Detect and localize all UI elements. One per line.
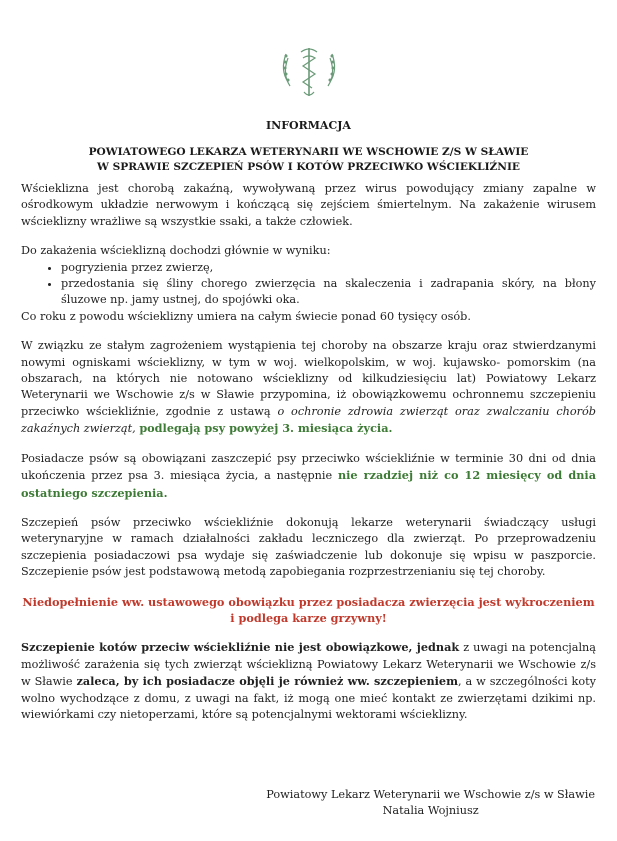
signature-block [266,787,595,820]
cat-not-mandatory: Szczepienie kotów przeciw wściekliźnie nie jest obowiązkowe, jednak [21,640,460,655]
highlight-dogs-over-3-months: podlegają psy powyżej 3. miesiąca życia. [139,421,393,436]
document-subtitle [0,145,617,175]
text-span: W związku ze stałym zagrożeniem wystąpienia tej choroby na obszarze kraju oraz stwierdzanymi nowymi ogniskami wścieklizny, w tym w woj. wielkopolskim, w woj. kujawsko- pomorskim (na obszarach, na których nie notowano wścieklizny od kilkudziesięciu lat) Powiatowy Lekarz Weterynarii we Wschowie z/s w Sławie przypomina, iż obowiązkowemu ochronnemu szczepieniu przeciwko wściekliźnie, zgodnie z ustawą [21,339,596,418]
document-title: INFORMACJA [266,119,351,132]
paragraph-rabies-definition: Wścieklizna jest chorobą zakaźną, wywoływaną przez wirus powodujący zmiany zapalne w ośrodkowym układzie nerwowym i kończącą się zejściem śmiertelnym. Na zakażenie wirusem wścieklizny wrażliwe są wszystkie ssaki, a także człowiek. [21,182,596,228]
warning-line-2: i podlega karze grzywny! [230,610,387,625]
subtitle-line-1: POWIATOWEGO LEKARZA WETERYNARII WE WSCHOWIE Z/S W SŁAWIE [88,146,529,158]
text-span: , a w szczególności koty wolno wychodzące z domu, z uwagi na fakt, iż mogą one mieć kontakt ze zwierzętami dzikimi np. wiewiórkami czy nietoperzami, które są potencjalnymi wektorami wścieklizny. [21,675,596,721]
paragraph-transmission [21,243,596,325]
cat-recommendation: zaleca, by ich posiadacze objęli je również ww. szczepieniem [76,674,458,689]
law-title: o ochronie zdrowia zwierząt oraz zwalczaniu chorób zakaźnych zwierząt, [21,404,596,436]
mortality-statement: Co roku z powodu wścieklizny umiera na całym świecie ponad 60 tysięcy osób. [21,309,471,323]
paragraph-cat-vaccination [21,639,596,723]
highlight-12-months: nie rzadziej niż co 12 miesięcy od dnia ostatniego szczepienia. [21,468,596,500]
warning-notice [21,594,596,627]
transmission-intro: Do zakażenia wścieklizną dochodzi głównie w wyniku: [21,244,331,258]
text-span: z uwagi na potencjalną możliwość zarażenia się tych zwierząt wścieklizną Powiatowy Lekarz Weterynarii we Wschowie z/s w Sławie [21,641,596,689]
list-item: • pogryzienia przez zwierzę, [61,260,596,276]
paragraph-dog-vaccination-deadline [21,451,596,502]
subtitle-line-2: W SPRAWIE SZCZEPIEŃ PSÓW I KOTÓW PRZECIWKO WŚCIEKLIŹNIE [97,161,520,173]
veterinary-emblem-icon [274,42,344,102]
text-span: Posiadacze psów są obowiązani zaszczepić psy przeciwko wściekliźnie w terminie 30 dni od dnia ukończenia przez psa 3. miesiąca życia, a następnie [21,451,596,483]
list-item: • przedostania się śliny chorego zwierzęcia na skaleczenia i zadrapania skóry, na błony śluzowe np. jamy ustnej, do spojówki oka. [61,276,596,309]
transmission-list [21,260,596,309]
document-body [21,181,596,736]
paragraph-dog-vaccination-obligation [21,338,596,437]
signature-position: Powiatowy Lekarz Weterynarii we Wschowie z/s w Sławie [266,788,595,801]
signature-name: Natalia Wojniusz [382,804,479,818]
warning-line-1: Niedopełnienie ww. ustawowego obowiązku przez posiadacza zwierzęcia jest wykroczeniem [22,594,595,609]
paragraph-vaccination-procedure: Szczepień psów przeciwko wściekliźnie dokonują lekarze weterynarii świadczący usługi weterynaryjne w ramach działalności zakładu leczniczego dla zwierząt. Po przeprowadzeniu szczepienia posiadaczowi psa wydaje się zaświadczenie lub dokonuje się wpisu w paszporcie. Szczepienie psów jest podstawową metodą zapobiegania rozprzestrzenianiu się tej choroby. [21,515,596,579]
